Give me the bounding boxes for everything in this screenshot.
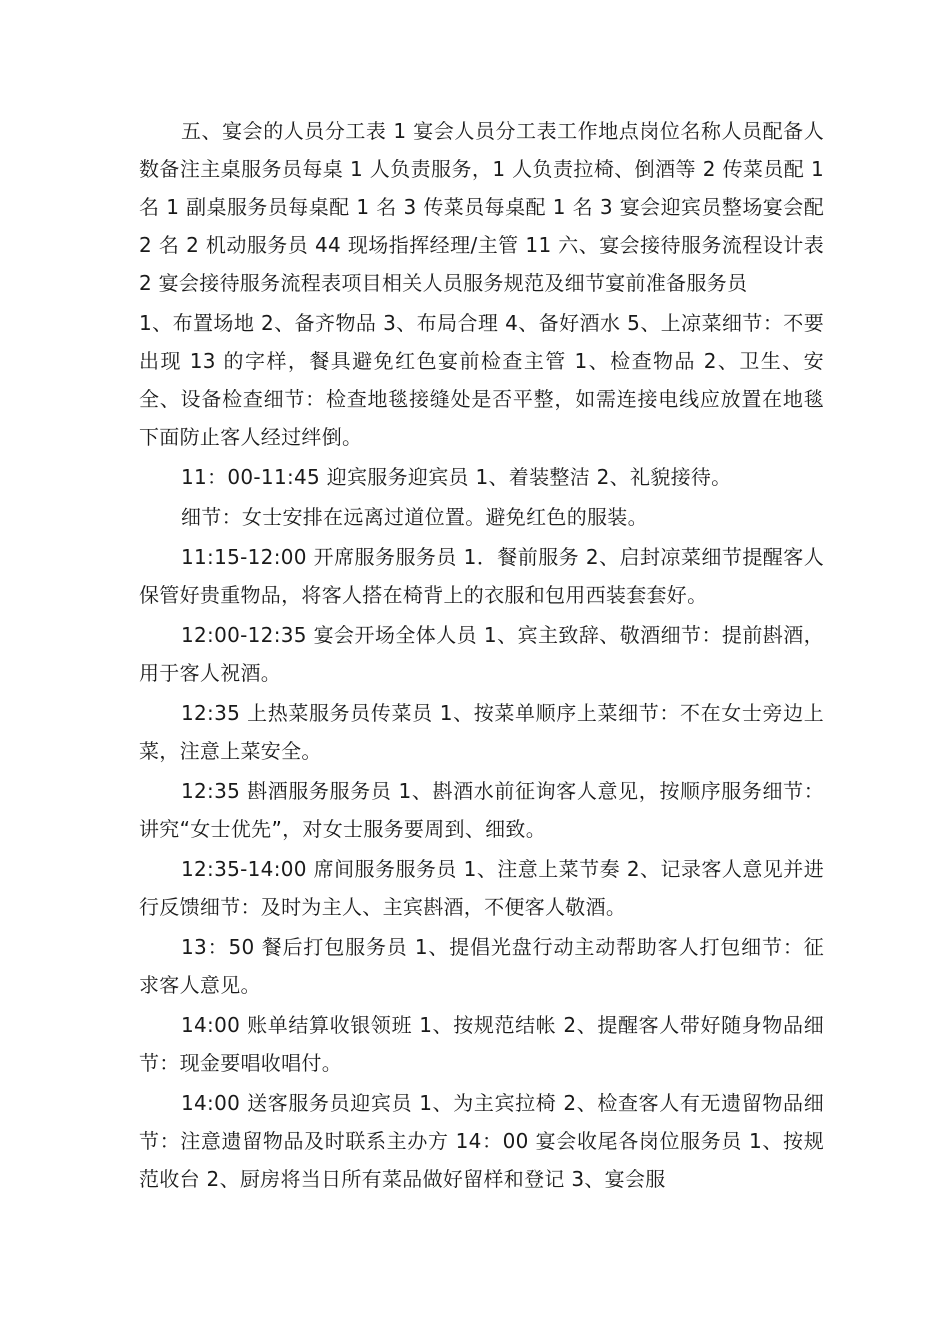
paragraph-opening-service: 11:15-12:00 开席服务服务员 1．餐前服务 2、启封凉菜细节提醒客人保管好贵重物品，将客人搭在椅背上的衣服和包用西装套套好。 [139,545,824,607]
paragraph-wine-service: 12:35 斟酒服务服务员 1、斟酒水前征询客人意见，按顺序服务细节：讲究“女士优先”，对女士服务要周到、细致。 [139,779,824,841]
paragraph-bill-settlement: 14:00 账单结算收银领班 1、按规范结帐 2、提醒客人带好随身物品细节：现金要唱收唱付。 [139,1013,824,1075]
paragraph-hot-dishes: 12:35 上热菜服务员传菜员 1、按菜单顺序上菜细节：不在女士旁边上菜，注意上菜安全。 [139,701,824,763]
paragraph-farewell-service: 14:00 送客服务员迎宾员 1、为主宾拉椅 2、检查客人有无遗留物品细节：注意遗留物品及时联系主办方 14：00 宴会收尾各岗位服务员 1、按规范收台 2、厨房将当日所有菜品做好留样和登记 3、宴会服 [139,1091,824,1191]
paragraph-packing-service: 13：50 餐后打包服务员 1、提倡光盘行动主动帮助客人打包细节：征求客人意见。 [139,935,824,997]
paragraph-table-service: 12:35-14:00 席间服务服务员 1、注意上菜节奏 2、记录客人意见并进行反馈细节：及时为主人、主宾斟酒，不便客人敬酒。 [139,857,824,919]
document-body [139,112,824,1200]
paragraph-banquet-opening: 12:00-12:35 宴会开场全体人员 1、宾主致辞、敬酒细节：提前斟酒，用于客人祝酒。 [139,623,824,685]
paragraph-welcome-detail: 细节：女士安排在远离过道位置。避免红色的服装。 [181,505,648,529]
paragraph-staff-table: 五、宴会的人员分工表 1 宴会人员分工表工作地点岗位名称人员配备人数备注主桌服务员每桌 1 人负责服务，1 人负责拉椅、倒酒等 2 传菜员配 1 名 1 副桌服务员每桌配 1 名 3 传菜员每桌配 1 名 3 宴会迎宾员整场宴会配 2 名 2 机动服务员 44 现场指挥经理/主管 11 六、宴会接待服务流程设计表 2 宴会接待服务流程表项目相关人员服务规范及细节宴前准备服务员 [139,119,824,295]
paragraph-welcome-service: 11：00-11:45 迎宾服务迎宾员 1、着装整洁 2、礼貌接待。 [181,465,732,489]
paragraph-preparation: 1、布置场地 2、备齐物品 3、布局合理 4、备好酒水 5、上凉菜细节：不要出现 13 的字样，餐具避免红色宴前检查主管 1、检查物品 2、卫生、安全、设备检查细节：检查地毯接缝处是否平整，如需连接电线应放置在地毯下面防止客人经过绊倒。 [139,311,824,449]
